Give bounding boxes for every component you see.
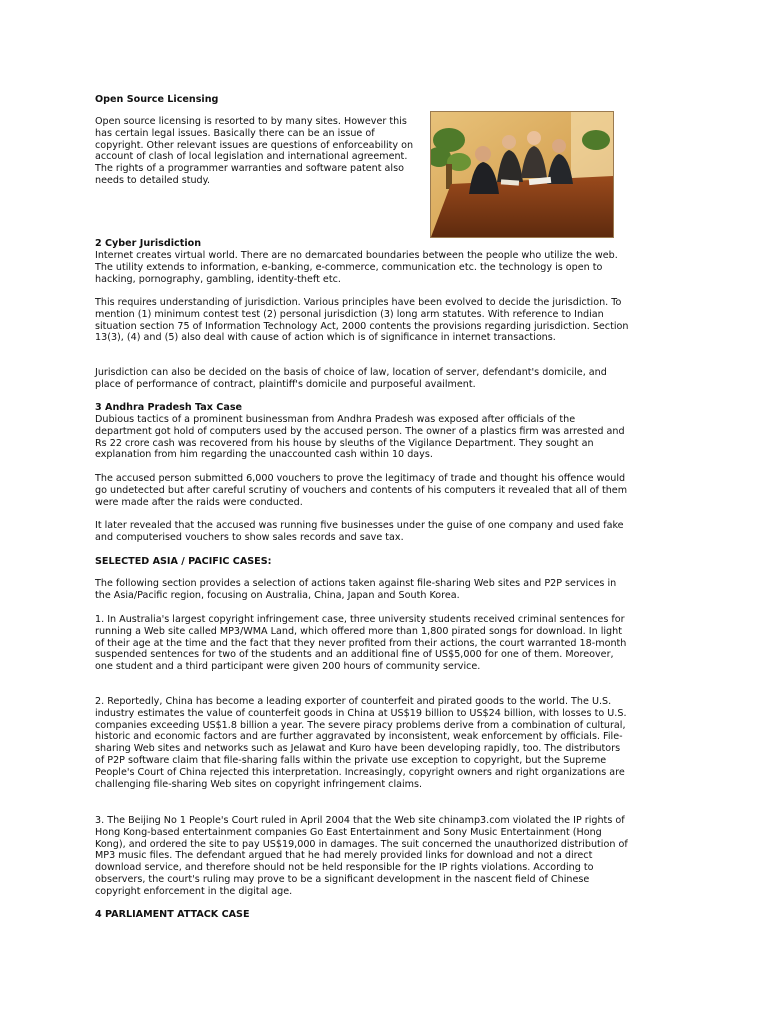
heading-parliament-attack: 4 PARLIAMENT ATTACK CASE	[95, 909, 250, 920]
paragraph-case-1: 1. In Australia's largest copyright infringement case, three university students received criminal sentences for running a Web site called MP3/WMA Land, which offered more than 1,800 pirated songs for download. In light of their age at the time and the fact that they never profited from their actions, the court warranted 18-month suspended sentences for two of the students and an additional fine of US$5,000 for one of them. Moreover, one student and a third participant were given 200 hours of community service.	[95, 614, 627, 673]
paragraph-cyber-1: Internet creates virtual world. There are no demarcated boundaries between the people who utilize the web. The utility extends to information, e-banking, e-commerce, communication etc. the technology is open to hacking, pornography, gambling, identity-theft etc.	[95, 250, 618, 285]
paragraph-asia-intro: The following section provides a selection of actions taken against file-sharing Web sites and P2P services in the Asia/Pacific region, focusing on Australia, China, Japan and South Korea.	[95, 578, 617, 601]
paragraph-andhra-3: It later revealed that the accused was running five businesses under the guise of one company and used fake and computerised vouchers to show sales records and save tax.	[95, 520, 624, 543]
heading-cyber-jurisdiction: 2 Cyber Jurisdiction	[95, 238, 202, 249]
meeting-illustration	[431, 112, 613, 237]
business-meeting-photo	[430, 111, 614, 238]
paragraph-cyber-2: This requires understanding of jurisdiction. Various principles have been evolved to decide the jurisdiction. To mention (1) minimum contest test (2) personal jurisdiction (3) long arm statutes. With reference to Indian situation section 75 of Information Technology Act, 2000 contents the provisions regarding jurisdiction. Section 13(3), (4) and (5) also deal with cause of action which is of significance in internet transactions.	[95, 297, 629, 344]
heading-asia-pacific: SELECTED ASIA / PACIFIC CASES:	[95, 556, 272, 567]
heading-open-source-licensing: Open Source Licensing	[95, 94, 219, 105]
paragraph-andhra-2: The accused person submitted 6,000 vouchers to prove the legitimacy of trade and thought his offence would go undetected but after careful scrutiny of vouchers and contents of his computers it revealed that all of them were made after the raids were conducted.	[95, 473, 628, 508]
paragraph-case-3: 3. The Beijing No 1 People's Court ruled in April 2004 that the Web site chinamp3.com violated the IP rights of Hong Kong-based entertainment companies Go East Entertainment and Sony Music Entertainment (Hong Kong), and ordered the site to pay US$19,000 in damages. The suit concerned the unauthorized distribution of MP3 music files. The defendant argued that he had merely provided links for download and not a direct download service, and therefore should not be held responsible for the IP rights violations. According to observers, the court's ruling may prove to be a significant development in the nascent field of Chinese copyright enforcement in the digital age.	[95, 815, 628, 897]
paragraph-case-2: 2. Reportedly, China has become a leading exporter of counterfeit and pirated goods to the world. The U.S. industry estimates the value of counterfeit goods in China at US$19 billion to US$24 billion, with losses to U.S. companies exceeding US$1.8 billion a year. The severe piracy problems derive from a combination of cultural, historic and economic factors and are further aggravated by inconsistent, weak enforcement by officials. File-sharing Web sites and networks such as Jelawat and Kuro have been developing rapidly, too. The distributors of P2P software claim that file-sharing falls within the private use exception to copyright, but the Supreme People's Court of China rejected this interpretation. Increasingly, copyright owners and right organizations are challenging file-sharing Web sites on copyright infringement claims.	[95, 696, 627, 790]
paragraph-andhra-1: Dubious tactics of a prominent businessman from Andhra Pradesh was exposed after officials of the department got hold of computers used by the accused person. The owner of a plastics firm was arrested and Rs 22 crore cash was recovered from his house by sleuths of the Vigilance Department. They sought an explanation from him regarding the unaccounted cash within 10 days.	[95, 414, 625, 461]
paragraph-open-source: Open source licensing is resorted to by many sites. However this has certain legal issues. Basically there can be an issue of copyright. Other relevant issues are questions of enforceability on account of clash of local legislation and international agreement. The rights of a programmer warranties and software patent also needs to detailed study.	[95, 116, 414, 186]
paragraph-cyber-3: Jurisdiction can also be decided on the basis of choice of law, location of server, defendant's domicile, and place of performance of contract, plaintiff's domicile and purposeful availment.	[95, 367, 607, 390]
heading-andhra-pradesh: 3 Andhra Pradesh Tax Case	[95, 402, 243, 413]
